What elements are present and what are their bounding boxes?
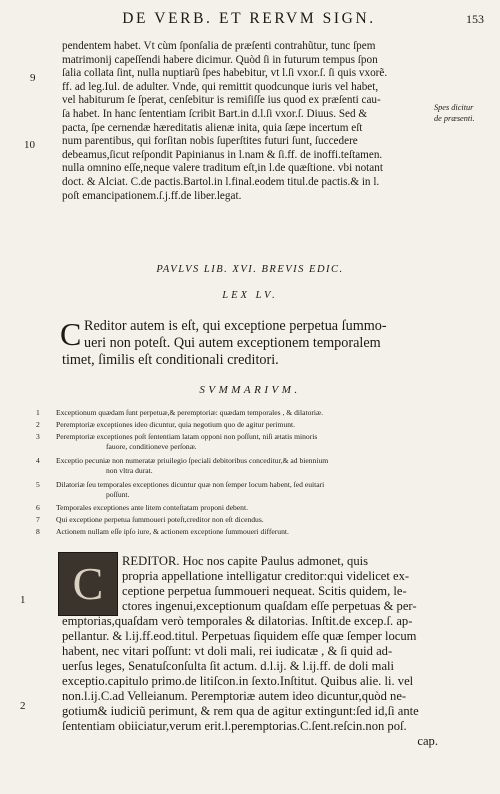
commentary-line: gotium& iudiciũ perimunt, & rem qua de agitur extingunt:ſed id,ſi ante <box>62 704 419 718</box>
text-line: pendentem habet. Vt cùm ſponſalia de præſenti contrahũtur, tunc ſpem <box>62 40 376 52</box>
summary-text: Temporales exceptiones ante litem conteſtatam proponi debent. <box>56 503 248 512</box>
margin-note <box>434 103 498 124</box>
text-line: nulla omnino eſſe,neque valere traditum eſt,in l.de quæſtione. vbi notant <box>62 162 383 175</box>
page-number: 153 <box>466 12 484 26</box>
commentary-line: ctores ingenui,exceptionum quaſdam eſſe perpetuas & per- <box>122 599 417 613</box>
text-line: num parentibus, qui forſitan nobis ſuperſtites futuri ſunt, ſuccedere <box>62 135 358 148</box>
commentary-line: ſententiam obiiciatur,verum erit.l.peremptorias.C.ſent.reſcin.non poſ. <box>62 719 407 733</box>
summary-text: Exceptionum quædam ſunt perpetuæ,& peremptoriæ: quædam temporales , & dilatoriæ. <box>56 408 324 417</box>
summary-text: Dilatoriæ ſeu temporales exceptiones dicuntur quæ non ſemper locum habent, ſed euitari <box>56 480 325 489</box>
summary-text-cont: non vltra durat. <box>106 465 153 475</box>
text-line: debeamus,ſicut reſpondit Papinianus in l.nam & ſi.ff. de inoffi.teſtamen. <box>62 148 383 161</box>
summary-number: 4 <box>36 456 40 465</box>
summary-text: Actionem nullam eſſe ipſo iure, & actionem exceptione ſummoueri differunt. <box>56 527 289 536</box>
summarium-title: SVMMARIVM. <box>199 384 301 396</box>
summary-number: 1 <box>36 408 40 417</box>
summary-text: Peremptoriæ exceptiones poſt ſententiam latam opponi non poſſunt, niſi ætatis minoris <box>56 432 318 441</box>
top-paragraph <box>62 40 430 203</box>
margin-number: 1 <box>20 594 26 606</box>
section-heading: PAVLVS LIB. XVI. BREVIS EDIC. <box>156 264 344 275</box>
summary-number: 6 <box>36 503 40 512</box>
decorated-initial <box>58 552 118 616</box>
summary-text: Peremptoriæ exceptiones ideo dicuntur, quia negotium quo de agitur perimunt. <box>56 420 296 429</box>
margin-note-line: de præsenti. <box>434 113 475 123</box>
margin-number: 10 <box>24 139 35 151</box>
law-line: ueri non poteſt. Qui autem exceptionem temporalem <box>84 335 381 351</box>
margin-note-line: Spes dicitur <box>434 103 474 112</box>
commentary-line: uerſus leges, Senatuſconſulta ſit actum. d.l.ij. & l.ij.ff. de doli mali <box>62 659 395 673</box>
summary-text-cont: poſſunt. <box>106 489 130 499</box>
commentary-line: habent, nec vitari poſſunt: vt doli mali, rei iudicatæ , & ſi quid ad- <box>62 644 393 658</box>
text-line: vel habiturum ſe ſperat, cenſebitur is remiſiſſe ius quod ex præſenti cau- <box>62 94 381 107</box>
summary-number: 2 <box>36 420 40 429</box>
law-initial: C <box>60 316 82 352</box>
law-text-cont <box>62 335 434 369</box>
text-line: ſa habet. In hanc ſententiam ſcribit Bart.in d.l.ſi vxor.ſ. Diuus. Sed & <box>62 107 368 120</box>
law-line: timet, ſimilis eſt conditionali creditori. <box>62 352 279 369</box>
summary-text-cont: fauore, conditioneve perſonæ. <box>106 441 197 451</box>
summary-number: 8 <box>36 527 40 536</box>
summary-text: Exceptio pecuniæ non numeratæ priuilegio ſpeciali debitoribus conceditur,& ad biennium <box>56 456 329 465</box>
lex-heading: LEX LV. <box>222 290 278 301</box>
text-line: ſalia collata ſint, nulla nuptiarũ ſpes habebitur, vt l.ſi vxor.ſ. ſi quis vxorẽ. <box>62 67 388 80</box>
margin-number: 9 <box>30 72 36 84</box>
text-line: poſt emancipationem.ſ.j.ff.de liber.legat. <box>62 189 242 202</box>
text-line: doct. & Alciat. C.de pactis.Bartol.in l.final.eodem titul.de pactis.& in l. <box>62 175 380 188</box>
decorated-initial-letter: C <box>72 558 104 609</box>
law-text <box>84 318 434 335</box>
summary-number: 7 <box>36 515 40 524</box>
commentary-line: pellantur. & l.ij.ff.eod.titul. Perpetuas ſiquidem eſſe quæ ſemper locum <box>62 629 417 643</box>
text-line: pacta, ſpe cernendæ hæreditatis alienæ inita, quia ſæpe incertum eſt <box>62 121 363 134</box>
commentary-line: propria appellatione intelligatur creditor:qui videlicet ex- <box>122 569 410 583</box>
commentary-line: REDITOR. Hoc nos capite Paulus admonet, quis <box>122 554 369 568</box>
commentary-head <box>122 554 438 614</box>
running-head: DE VERB. ET RERVM SIGN. <box>122 10 376 27</box>
summary-number: 3 <box>36 432 40 441</box>
commentary-body <box>62 614 438 749</box>
commentary-line: emptorias,quaſdam verò temporales & dilatorias. Inſtit.de excep.ſ. ap- <box>62 614 413 628</box>
catchword: cap. <box>417 734 438 748</box>
margin-number: 2 <box>20 700 26 712</box>
summary-text: Qui exceptione perpetua ſummoueri poteſt,creditor non eſt dicendus. <box>56 515 264 524</box>
commentary-line: non.l.ij.C.ad Velleianum. Peremptoriæ autem ideo dicuntur,quòd ne- <box>62 689 407 703</box>
commentary-line: ceptione perpetua ſummoueri nequeat. Scitis quidem, le- <box>122 584 407 598</box>
text-line: ff. ad leg.Iul. de adulter. Vnde, qui remittit quodcunque iuris vel habet, <box>62 80 379 93</box>
law-line: Reditor autem is eſt, qui exceptione perpetua ſummo- <box>84 318 387 334</box>
commentary-line: exceptio.capitulo primo.de litiſcon.in ſexto.Inſtitut. Quibus alie. li. vel <box>62 674 414 688</box>
summary-number: 5 <box>36 480 40 489</box>
text-line: matrimonij capeſſendi habere dicimur. Quòd ſi in futurum tempus ſpon <box>62 53 378 66</box>
